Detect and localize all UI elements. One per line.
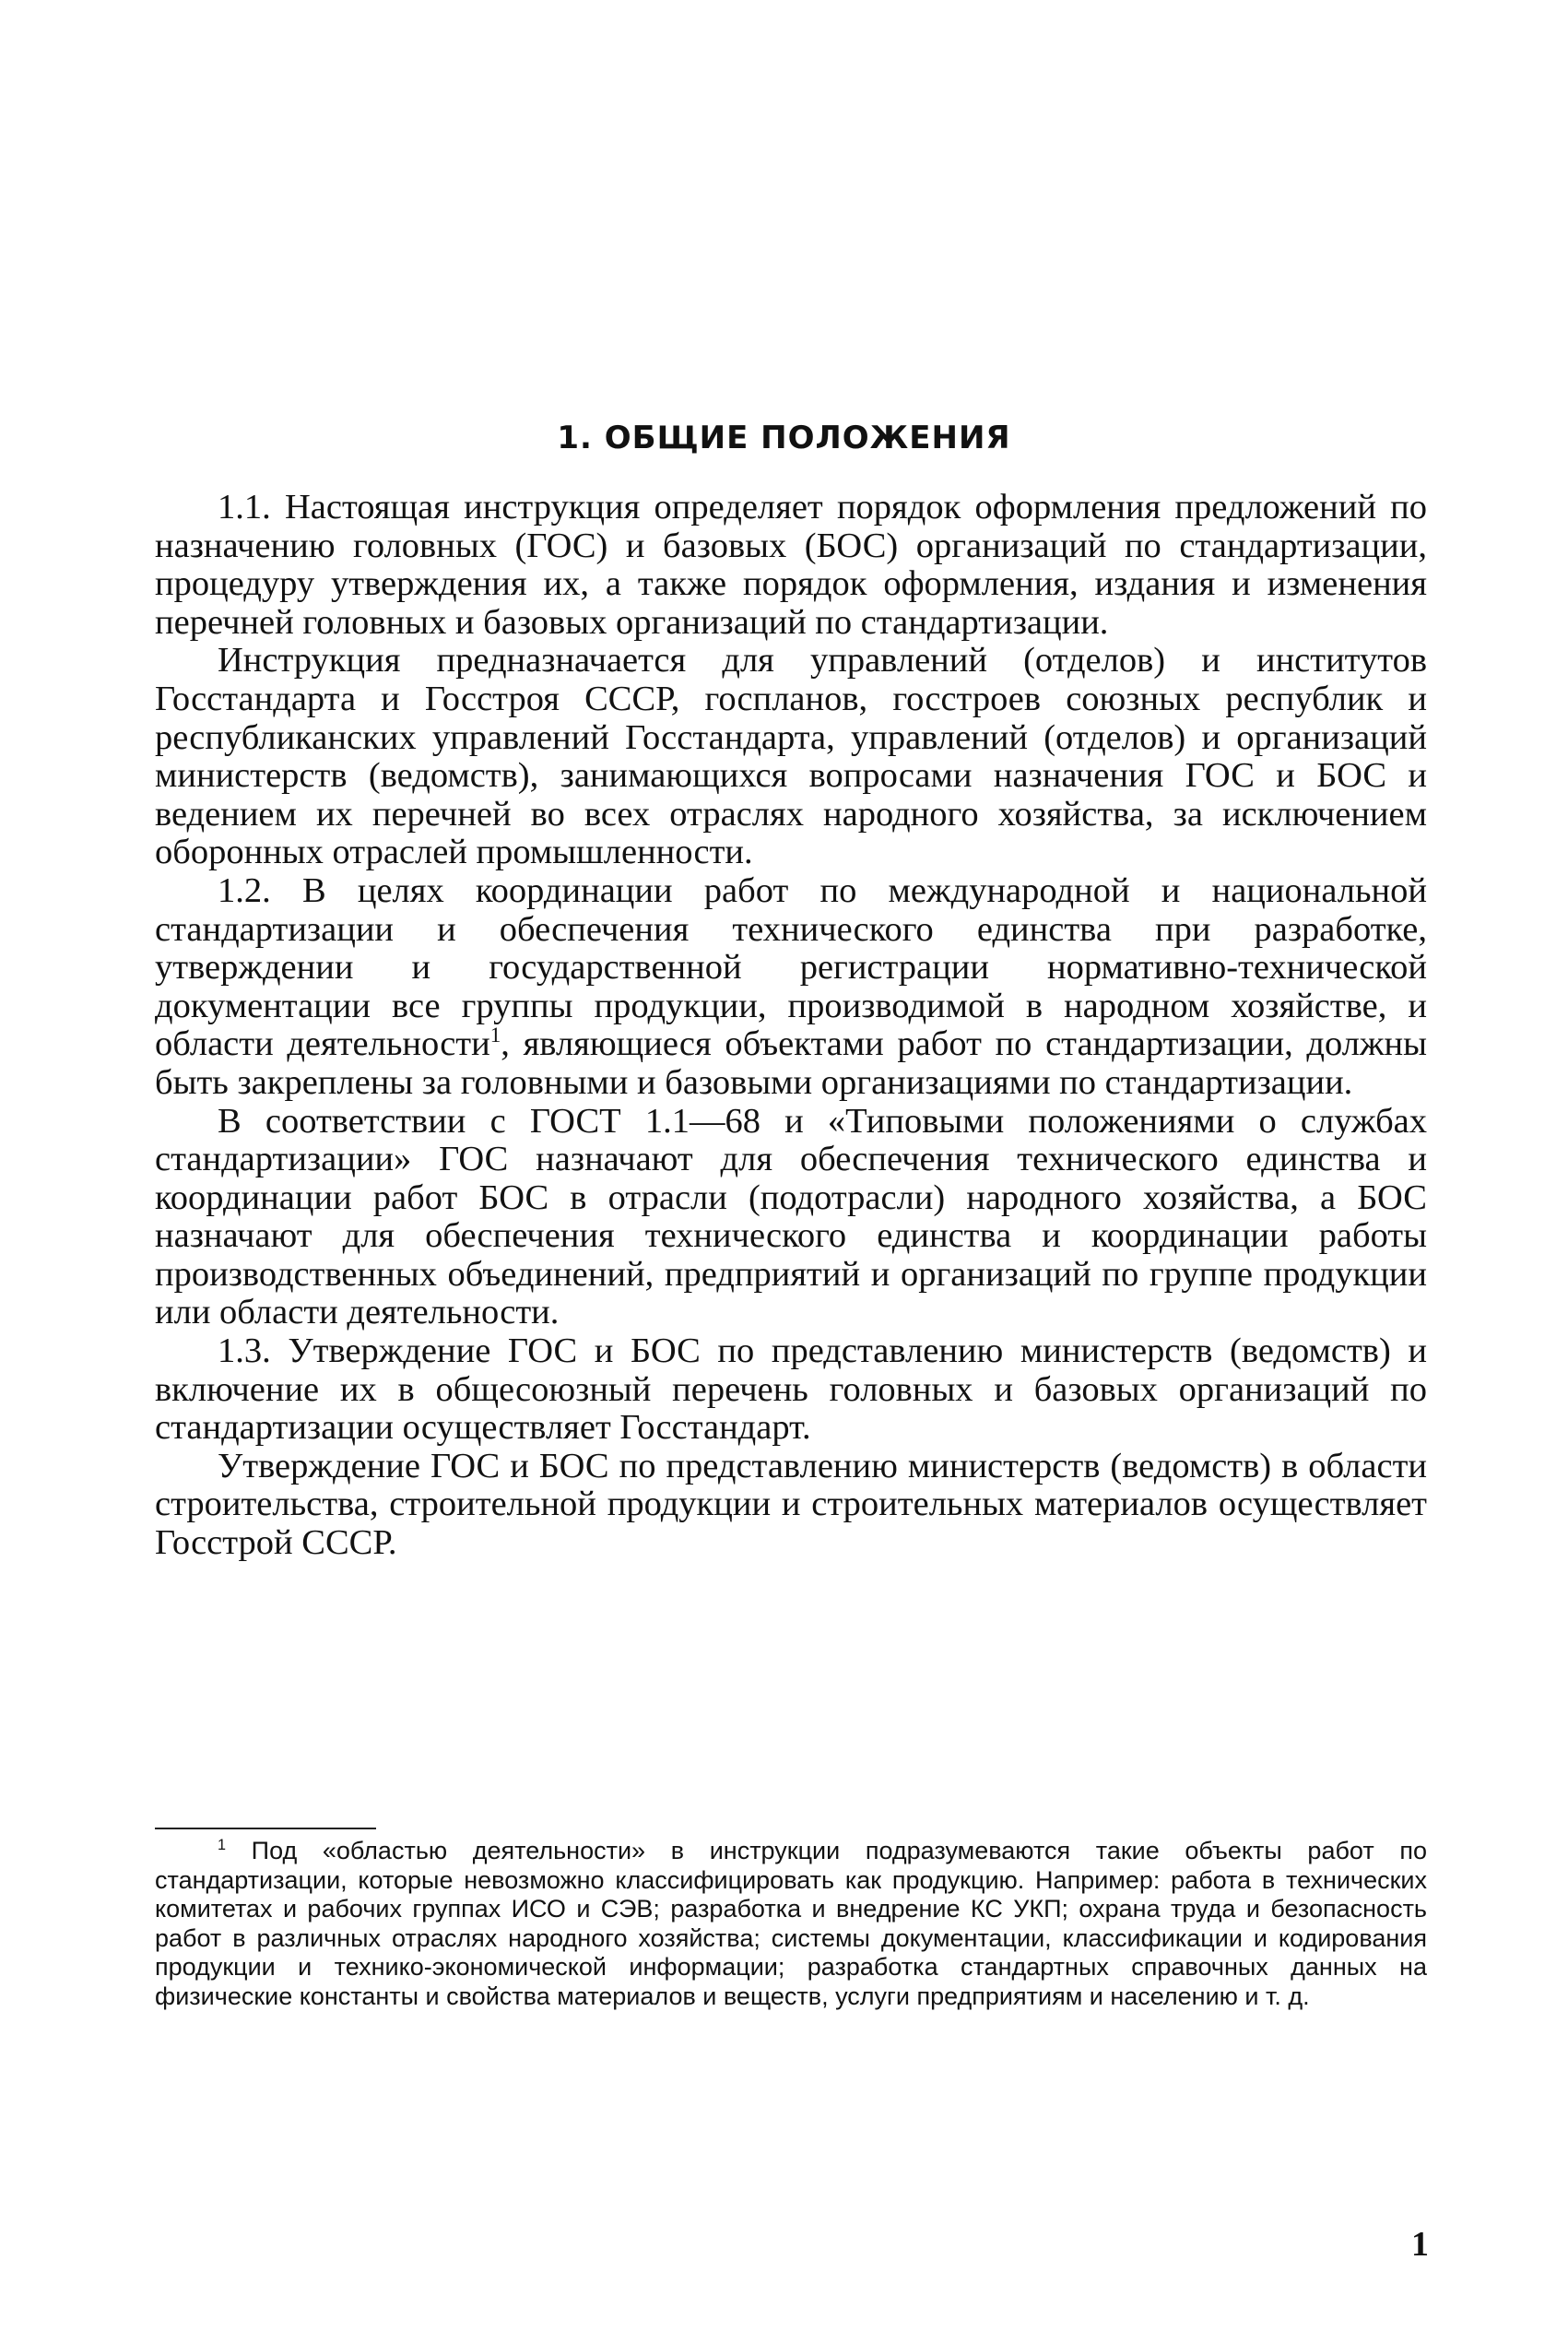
footnote-text <box>155 1837 1427 2011</box>
section-heading: 1. ОБЩИЕ ПОЛОЖЕНИЯ <box>557 420 1011 456</box>
footnote-body: Под «областью деятельности» в инструкции подразумеваются такие объекты работ по стандартизации, которые невозможно классифицировать как продукцию. Например: работа в технических комитетах и рабочих группах ИСО и СЭВ; разработка и внедрение КС УКП; охрана труда и безопасность работ в различных отраслях народного хозяйства; системы документации, классификации и кодирования продукции и технико-экономической информации; разработка стандартных справочных данных на физические константы и свойства материалов и веществ, услуги предприятиям и населению и т. д. <box>155 1837 1427 2010</box>
body-text <box>155 489 1427 1563</box>
paragraph-1-2 <box>155 872 1427 1103</box>
footnote <box>155 1837 1427 2011</box>
footnote-reference: 1 <box>489 1023 501 1047</box>
paragraph-1-1: 1.1. Настоящая инструкция определяет порядок оформления предложений по назначению головных (ГОС) и базовых (БОС) организаций по стандартизации, процедуру утверждения их, а также порядок оформления, издания и изменения перечней головных и базовых организаций по стандартизации. <box>155 488 1427 642</box>
paragraph-1-2-text-start: 1.2. В целях координации работ по международной и национальной стандартизации и обеспечения технического единства при разработке, утверждении и государственной регистрации нормативно-технической документации все группы продукции, производимой в народном хозяйстве, и области деятельности <box>155 870 1427 1064</box>
footnote-mark: 1 <box>218 1837 227 1853</box>
footnote-divider <box>155 1828 376 1829</box>
page-number: 1 <box>1411 2225 1429 2264</box>
paragraph-gosstroy-approval: Утверждение ГОС и БОС по представлению министерств (ведомств) в области строительства, строительной продукции и строительных материалов осуществляет Госстрой СССР. <box>155 1446 1427 1563</box>
paragraph-1-3: 1.3. Утверждение ГОС и БОС по представлению министерств (ведомств) и включение их в общесоюзный перечень головных и базовых организаций по стандартизации осуществляет Госстандарт. <box>155 1331 1427 1448</box>
paragraph-instruction-purpose: Инструкция предназначается для управлений (отделов) и институтов Госстандарта и Госстроя СССР, госпланов, госстроев союзных республик и республиканских управлений Госстандарта, управлений (отделов) и организаций министерств (ведомств), занимающихся вопросами назначения ГОС и БОС и ведением их перечней во всех отраслях народного хозяйства, за исключением оборонных отраслей промышленности. <box>155 641 1427 872</box>
paragraph-1-2-text-end: , являющиеся объектами работ по стандартизации, должны быть закреплены за головными и базовыми организациями по стандартизации. <box>155 1024 1427 1102</box>
paragraph-gost-reference: В соответствии с ГОСТ 1.1—68 и «Типовыми положениями о службах стандартизации» ГОС назначают для обеспечения технического единства и координации работ БОС в отрасли (подотрасли) народного хозяйства, а БОС назначают для обеспечения технического единства и координации работы производственных объединений, предприятий и организаций по группе продукции или области деятельности. <box>155 1101 1427 1332</box>
